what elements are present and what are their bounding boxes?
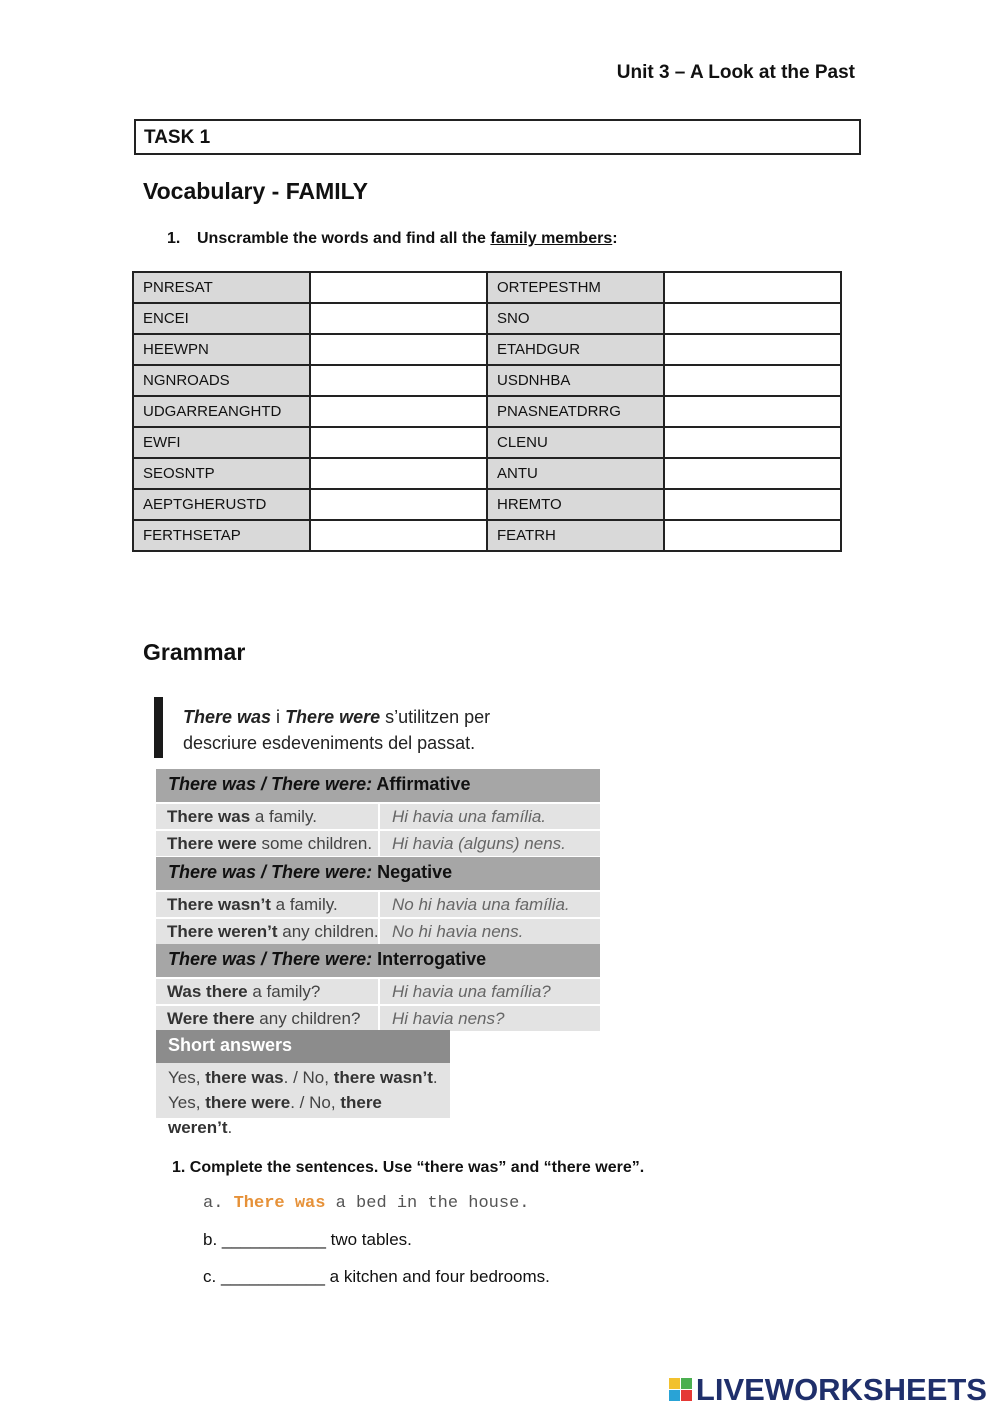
grammar-intro-bar <box>154 697 163 758</box>
grammar-intro <box>183 704 490 756</box>
example-plain: any children? <box>254 1009 361 1028</box>
table-row <box>133 396 841 427</box>
vocabulary-instruction <box>167 230 618 248</box>
answer-cell[interactable] <box>664 520 841 551</box>
answer-cell[interactable] <box>664 303 841 334</box>
answer-cell[interactable] <box>310 489 487 520</box>
liveworksheets-logo[interactable] <box>669 1372 987 1408</box>
answer-cell[interactable] <box>664 489 841 520</box>
logo-mark-icon <box>669 1378 693 1402</box>
unscramble-table <box>132 271 842 552</box>
catalan-translation: Hi havia una família. <box>378 804 600 829</box>
catalan-translation: Hi havia (alguns) nens. <box>378 831 600 856</box>
sa2-c: . / No, <box>290 1093 341 1112</box>
unit-title: Unit 3 – A Look at the Past <box>616 62 855 83</box>
example-bold: There weren’t <box>167 922 278 941</box>
example-bold: Were there <box>167 1009 255 1028</box>
table-row <box>133 489 841 520</box>
header-italic: There was / There were: <box>168 774 373 794</box>
vocabulary-title: Vocabulary - FAMILY <box>143 178 368 204</box>
answer-cell[interactable] <box>664 458 841 489</box>
scrambled-word: HEEWPN <box>133 334 310 365</box>
catalan-translation: Hi havia nens? <box>378 1006 600 1031</box>
intro-bold-1: There was <box>183 707 272 727</box>
answer-cell[interactable] <box>664 365 841 396</box>
scrambled-word: ANTU <box>487 458 664 489</box>
short-answer-line-1 <box>168 1065 450 1090</box>
exercise-instruction: 1. Complete the sentences. Use “there was” and “there were”. <box>172 1159 645 1176</box>
scrambled-word: SEOSNTP <box>133 458 310 489</box>
table-row <box>133 520 841 551</box>
scrambled-word: USDNHBA <box>487 365 664 396</box>
sa1-c: . / No, <box>283 1068 334 1087</box>
instruction-number: 1. <box>167 230 181 247</box>
grammar-block-header <box>156 857 600 890</box>
answer-cell[interactable] <box>310 272 487 303</box>
english-example <box>167 919 379 945</box>
table-row <box>133 303 841 334</box>
scrambled-word: SNO <box>487 303 664 334</box>
english-example <box>167 831 372 857</box>
sentence-a-answer[interactable]: There was <box>233 1194 326 1213</box>
example-plain: some children. <box>256 834 373 853</box>
example-bold: There was <box>167 807 251 826</box>
logo-text: LIVEWORKSHEETS <box>695 1372 987 1407</box>
english-example <box>167 804 317 830</box>
header-italic: There was / There were: <box>168 862 373 882</box>
short-answer-line-2 <box>168 1090 450 1140</box>
answer-cell[interactable] <box>310 520 487 551</box>
sentence-a-prefix: a. <box>203 1194 234 1213</box>
answer-cell[interactable] <box>664 396 841 427</box>
scrambled-word: AEPTGHERUSTD <box>133 489 310 520</box>
example-plain: a family? <box>247 982 321 1001</box>
sentence-c[interactable]: c. ___________ a kitchen and four bedrooms. <box>203 1267 550 1286</box>
answer-cell[interactable] <box>310 427 487 458</box>
grammar-title: Grammar <box>143 639 246 665</box>
scrambled-word: ENCEI <box>133 303 310 334</box>
table-row <box>133 365 841 396</box>
answer-cell[interactable] <box>310 303 487 334</box>
answer-cell[interactable] <box>310 396 487 427</box>
example-bold: There wasn’t <box>167 895 271 914</box>
sa1-e: . <box>432 1068 438 1087</box>
example-plain: a family. <box>250 807 317 826</box>
sentence-b[interactable]: b. ___________ two tables. <box>203 1230 412 1249</box>
short-answers-title: Short answers <box>156 1030 450 1063</box>
sa1-d: there wasn’t <box>333 1068 433 1087</box>
example-plain: a family. <box>270 895 338 914</box>
example-bold: There were <box>167 834 257 853</box>
header-plain: Affirmative <box>372 774 471 794</box>
intro-rest-2: descriure esdeveniments del passat. <box>183 733 476 753</box>
grammar-example-row <box>156 890 600 917</box>
answer-cell[interactable] <box>664 272 841 303</box>
scrambled-word: NGNROADS <box>133 365 310 396</box>
scrambled-word: ETAHDGUR <box>487 334 664 365</box>
sa1-a: Yes, <box>168 1068 206 1087</box>
header-plain: Negative <box>372 862 453 882</box>
scrambled-word: FERTHSETAP <box>133 520 310 551</box>
answer-cell[interactable] <box>310 458 487 489</box>
scrambled-word: CLENU <box>487 427 664 458</box>
short-answers-body <box>156 1063 450 1137</box>
scrambled-word: PNASNEATDRRG <box>487 396 664 427</box>
example-bold: Was there <box>167 982 248 1001</box>
task-label: TASK 1 <box>144 127 211 148</box>
english-example <box>167 892 338 918</box>
catalan-translation: Hi havia una família? <box>378 979 600 1004</box>
intro-bold-2: There were <box>285 707 381 727</box>
instruction-text: Unscramble the words and find all the <box>197 230 491 247</box>
english-example <box>167 1006 360 1032</box>
sentence-a-rest: a bed in the house. <box>325 1194 530 1213</box>
grammar-block-header <box>156 944 600 977</box>
instruction-colon: : <box>612 230 618 247</box>
table-row <box>133 458 841 489</box>
header-italic: There was / There were: <box>168 949 373 969</box>
instruction-underlined: family members <box>490 230 613 247</box>
grammar-block-header <box>156 769 600 802</box>
header-plain: Interrogative <box>372 949 487 969</box>
grammar-example-row <box>156 1004 600 1031</box>
intro-rest-1: s’utilitzen per <box>380 707 491 727</box>
grammar-example-row <box>156 802 600 829</box>
sa1-b: there was <box>205 1068 284 1087</box>
scrambled-word: FEATRH <box>487 520 664 551</box>
task-box <box>134 119 861 155</box>
answer-cell[interactable] <box>310 365 487 396</box>
scrambled-word: UDGARREANGHTD <box>133 396 310 427</box>
table-row <box>133 427 841 458</box>
sentence-a <box>203 1194 529 1213</box>
sa2-e: . <box>227 1118 233 1137</box>
intro-mid: i <box>271 707 286 727</box>
scrambled-word: ORTEPESTHM <box>487 272 664 303</box>
grammar-example-row <box>156 917 600 944</box>
catalan-translation: No hi havia una família. <box>378 892 600 917</box>
scrambled-word: EWFI <box>133 427 310 458</box>
grammar-example-row <box>156 829 600 856</box>
answer-cell[interactable] <box>664 427 841 458</box>
sa2-b: there were <box>205 1093 291 1112</box>
catalan-translation: No hi havia nens. <box>378 919 600 944</box>
grammar-example-row <box>156 977 600 1004</box>
table-row <box>133 334 841 365</box>
scrambled-word: HREMTO <box>487 489 664 520</box>
sa2-d: there weren’t <box>168 1093 382 1137</box>
answer-cell[interactable] <box>310 334 487 365</box>
answer-cell[interactable] <box>664 334 841 365</box>
table-row <box>133 272 841 303</box>
sa2-a: Yes, <box>168 1093 206 1112</box>
scrambled-word: PNRESAT <box>133 272 310 303</box>
english-example <box>167 979 320 1005</box>
example-plain: any children. <box>277 922 379 941</box>
